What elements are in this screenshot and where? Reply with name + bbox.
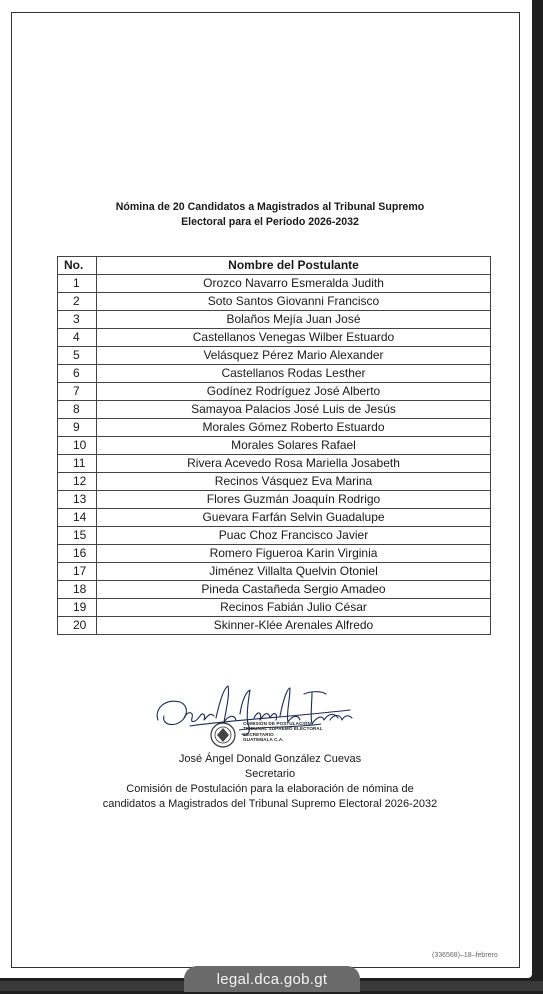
row-number: 17 bbox=[58, 563, 97, 581]
candidate-name: Puac Choz Francisco Javier bbox=[97, 527, 491, 545]
table-row bbox=[58, 401, 491, 419]
row-number: 11 bbox=[58, 455, 97, 473]
candidate-name: Orozco Navarro Esmeralda Judith bbox=[97, 275, 491, 293]
title-line-1: Nómina de 20 Candidatos a Magistrados al Tribunal Supremo bbox=[115, 201, 425, 213]
table-row bbox=[58, 347, 491, 365]
row-number: 7 bbox=[58, 383, 97, 401]
row-number: 19 bbox=[58, 599, 97, 617]
watermark-badge: legal.dca.gob.gt bbox=[184, 966, 360, 992]
table-row bbox=[58, 545, 491, 563]
row-number: 9 bbox=[58, 419, 97, 437]
table-header-row bbox=[58, 257, 491, 275]
row-number: 8 bbox=[58, 401, 97, 419]
candidate-name: Guevara Farfán Selvin Guadalupe bbox=[97, 509, 491, 527]
header-number: No. bbox=[58, 257, 97, 275]
candidate-name: Samayoa Palacios José Luis de Jesús bbox=[97, 401, 491, 419]
table-row bbox=[58, 437, 491, 455]
table-row bbox=[58, 599, 491, 617]
table-row bbox=[58, 509, 491, 527]
candidates-table bbox=[57, 256, 491, 635]
row-number: 18 bbox=[58, 581, 97, 599]
seal-text: COMISIÓN DE POSTULACIÓN TRIBUNAL SUPREMO ELECTORAL SECRETARIO GUATEMALA C.A. bbox=[243, 721, 323, 743]
candidate-name: Morales Gómez Roberto Estuardo bbox=[97, 419, 491, 437]
signer-org-line-2: candidatos a Magistrados del Tribunal Supremo Electoral 2026-2032 bbox=[102, 798, 438, 810]
row-number: 5 bbox=[58, 347, 97, 365]
candidate-name: Pineda Castañeda Sergio Amadeo bbox=[97, 581, 491, 599]
table-row bbox=[58, 329, 491, 347]
document-title bbox=[40, 200, 500, 230]
table-body bbox=[58, 275, 491, 635]
table-row bbox=[58, 383, 491, 401]
row-number: 12 bbox=[58, 473, 97, 491]
table-row bbox=[58, 617, 491, 635]
row-number: 10 bbox=[58, 437, 97, 455]
candidate-name: Jiménez Villalta Quelvin Otoniel bbox=[97, 563, 491, 581]
candidate-name: Godínez Rodríguez José Alberto bbox=[97, 383, 491, 401]
candidate-name: Castellanos Venegas Wilber Estuardo bbox=[97, 329, 491, 347]
candidate-name: Recinos Vásquez Eva Marina bbox=[97, 473, 491, 491]
row-number: 20 bbox=[58, 617, 97, 635]
candidate-name: Flores Guzmán Joaquín Rodrigo bbox=[97, 491, 491, 509]
candidate-name: Morales Solares Rafael bbox=[97, 437, 491, 455]
title-line-2: Electoral para el Período 2026-2032 bbox=[181, 216, 359, 228]
candidate-name: Romero Figueroa Karin Virginia bbox=[97, 545, 491, 563]
row-number: 14 bbox=[58, 509, 97, 527]
signer-block bbox=[40, 752, 500, 812]
signer-org-line-1: Comisión de Postulación para la elaboración de nómina de bbox=[126, 783, 414, 795]
row-number: 3 bbox=[58, 311, 97, 329]
table-row bbox=[58, 527, 491, 545]
candidate-name: Rivera Acevedo Rosa Mariella Josabeth bbox=[97, 455, 491, 473]
candidate-name: Velásquez Pérez Mario Alexander bbox=[97, 347, 491, 365]
candidate-name: Skinner-Klée Arenales Alfredo bbox=[97, 617, 491, 635]
table-row bbox=[58, 293, 491, 311]
table-row bbox=[58, 419, 491, 437]
candidate-name: Soto Santos Giovanni Francisco bbox=[97, 293, 491, 311]
table-row bbox=[58, 365, 491, 383]
candidate-name: Bolaños Mejía Juan José bbox=[97, 311, 491, 329]
row-number: 2 bbox=[58, 293, 97, 311]
row-number: 16 bbox=[58, 545, 97, 563]
header-name: Nombre del Postulante bbox=[97, 257, 491, 275]
row-number: 15 bbox=[58, 527, 97, 545]
signer-name: José Ángel Donald González Cuevas bbox=[178, 753, 362, 765]
table-row bbox=[58, 563, 491, 581]
table-row bbox=[58, 581, 491, 599]
table-row bbox=[58, 311, 491, 329]
table-row bbox=[58, 275, 491, 293]
seal-emblem-icon bbox=[211, 723, 235, 747]
candidate-name: Castellanos Rodas Lesther bbox=[97, 365, 491, 383]
row-number: 1 bbox=[58, 275, 97, 293]
row-number: 4 bbox=[58, 329, 97, 347]
table-row bbox=[58, 473, 491, 491]
table-row bbox=[58, 491, 491, 509]
table-row bbox=[58, 455, 491, 473]
row-number: 6 bbox=[58, 365, 97, 383]
publication-reference: (336568)–18–febrero bbox=[432, 952, 498, 959]
candidate-name: Recinos Fabián Julio César bbox=[97, 599, 491, 617]
row-number: 13 bbox=[58, 491, 97, 509]
signer-role: Secretario bbox=[244, 768, 296, 780]
